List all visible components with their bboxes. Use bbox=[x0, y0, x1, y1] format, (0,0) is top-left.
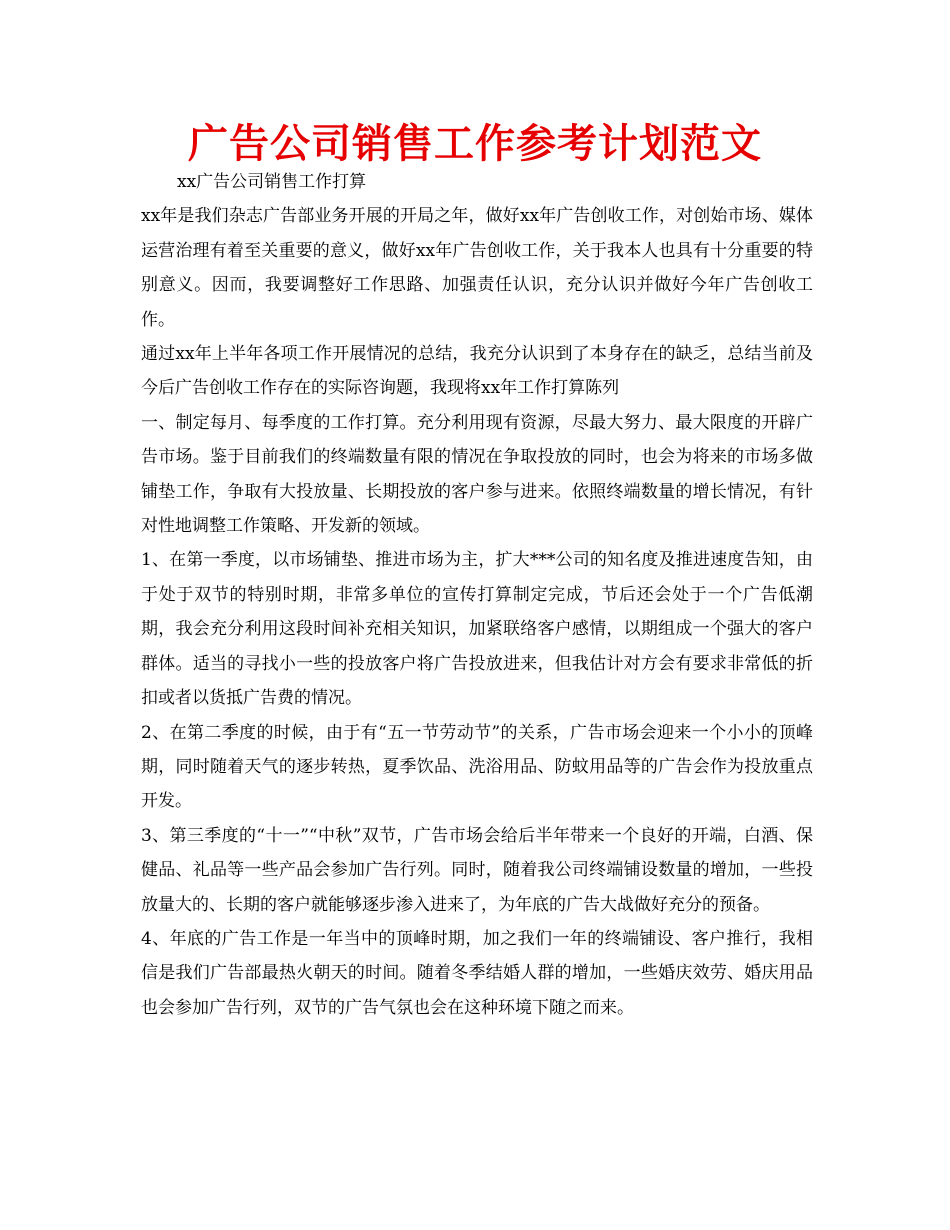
paragraph-quarter-four: 4、年底的广告工作是一年当中的顶峰时期，加之我们一年的终端铺设、客户推行，我相信是我们广告部最热火朝天的时间。随着冬季结婚人群的增加，一些婚庆效劳、婚庆用品也会参加广告行列，双节的广告气氛也会在这种环境下随之而来。 bbox=[141, 928, 813, 1018]
document-subtitle: xx广告公司销售工作打算 bbox=[177, 172, 367, 192]
paragraph-quarter-one: 1、在第一季度，以市场铺垫、推进市场为主，扩大***公司的知名度及推进速度告知，由于处于双节的特别时期，非常多单位的宣传打算制定完成，节后还会处于一个广告低潮期，我会充分利用这段时间补充相关知识，加紧联络客户感情，以期组成一个强大的客户群体。适当的寻找小一些的投放客户将广告投放进来，但我估计对方会有要求非常低的折扣或者以货抵广告费的情况。 bbox=[141, 550, 813, 709]
paragraph-quarter-two: 2、在第二季度的时候，由于有“五一节劳动节”的关系，广告市场会迎来一个小小的顶峰期，同时随着天气的逐步转热，夏季饮品、洗浴用品、防蚊用品等的广告会作为投放重点开发。 bbox=[141, 722, 813, 812]
paragraph-quarter-three: 3、第三季度的“十一”“中秋”双节，广告市场会给后半年带来一个良好的开端，白酒、保健品、礼品等一些产品会参加广告行列。同时，随着我公司终端铺设数量的增加，一些投放量大的、长期的客户就能够逐步渗入进来了，为年底的广告大战做好充分的预备。 bbox=[141, 825, 813, 915]
paragraph-summary: 通过xx年上半年各项工作开展情况的总结，我充分认识到了本身存在的缺乏，总结当前及今后广告创收工作存在的实际咨询题，我现将xx年工作打算陈列 bbox=[141, 344, 813, 399]
paragraph-section-one: 一、制定每月、每季度的工作打算。充分利用现有资源，尽最大努力、最大限度的开辟广告市场。鉴于目前我们的终端数量有限的情况在争取投放的同时，也会为将来的市场多做铺垫工作，争取有大投放量、长期投放的客户参与进来。依照终端数量的增长情况，有针对性地调整工作策略、开发新的领域。 bbox=[141, 412, 813, 537]
document-body bbox=[141, 165, 813, 1025]
document-title: 广告公司销售工作参考计划范文 bbox=[188, 121, 762, 167]
paragraph-intro: xx年是我们杂志广告部业务开展的开局之年，做好xx年广告创收工作，对创始市场、媒体运营治理有着至关重要的意义，做好xx年广告创收工作，关于我本人也具有十分重要的特别意义。因而，我要调整好工作思路、加强责任认识，充分认识并做好今年广告创收工作。 bbox=[141, 206, 813, 330]
